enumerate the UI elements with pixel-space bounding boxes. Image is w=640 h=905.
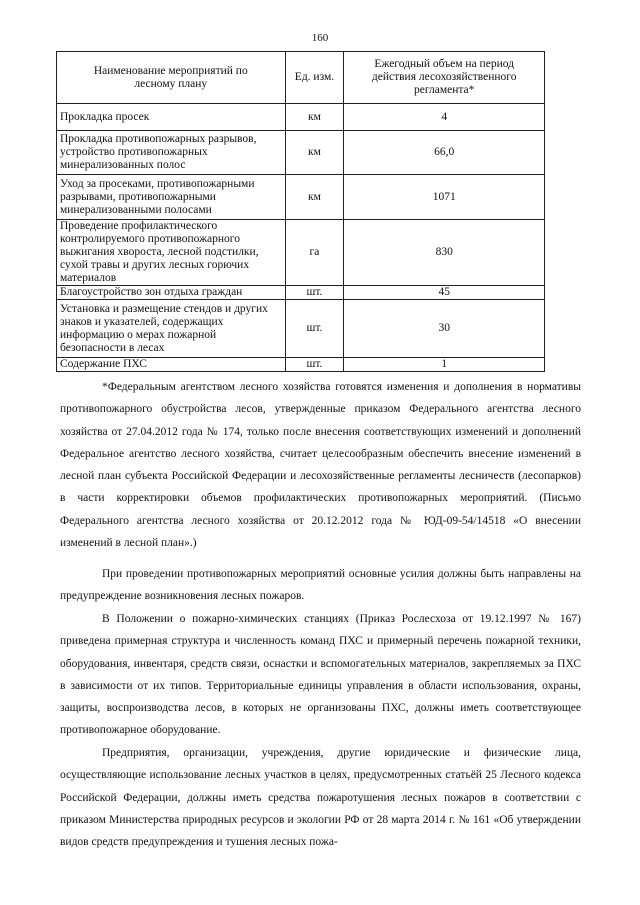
table-row <box>57 175 545 220</box>
table-row <box>57 104 545 131</box>
row-unit: га <box>285 220 344 286</box>
table-row <box>57 220 545 286</box>
row-volume: 1071 <box>344 175 545 220</box>
row-name: Прокладка просек <box>57 104 286 131</box>
row-volume: 45 <box>344 286 545 300</box>
row-name: Уход за просеками, противопожарными разрывами, противопожарными минерализованными полосами <box>57 175 286 220</box>
footnote-paragraph: *Федеральным агентством лесного хозяйства готовятся изменения и дополнения в нормативы противопожарного обустройства лесов, утвержденные приказом Федерального агентства лесного хозяйства от 27.04.2012 года № 174, только после внесения соответствующих изменений и дополнений Федеральное агентство лесного хозяйства, считает целесообразным обеспечить внесение изменений в лесной план субъекта Российской Федерации и лесохозяйственные регламенты лесничеств (лесопарков) в части корректировки объемов профилактических противопожарных мероприятий. (Письмо Федерального агентства лесного хозяйства от 20.12.2012 года № ЮД-09-54/14518 «О внесении изменений в лесной план».) <box>60 381 581 550</box>
row-name: Прокладка противопожарных разрывов, устройство противопожарных минерализованных полос <box>57 131 286 175</box>
row-name: Установка и размещение стендов и других знаков и указателей, содержащих информацию о мерах пожарной безопасности в лесах <box>57 300 286 358</box>
row-unit: км <box>285 175 344 220</box>
table-row <box>57 286 545 300</box>
table-row <box>57 131 545 175</box>
body-paragraph: В Положении о пожарно-химических станциях (Приказ Рослесхоза от 19.12.1997 № 167) приведена примерная структура и численность команд ПХС и примерный перечень пожарной техники, оборудования, инвентаря, средств связи, оснастки и вспомогательных материалов, закрепляемых за ПХС в зависимости от их типов. Территориальные единицы управления в области использования, охраны, защиты, воспроизводства лесов, в которых не организованы ПХС, должны иметь соответствующее противопожарное оборудование. <box>60 613 581 737</box>
row-volume: 4 <box>344 104 545 131</box>
row-volume: 30 <box>344 300 545 358</box>
header-unit: Ед. изм. <box>285 52 344 104</box>
table-header-row <box>57 52 545 104</box>
row-unit: шт. <box>285 358 344 372</box>
row-volume: 1 <box>344 358 545 372</box>
row-name: Содержание ПХС <box>57 358 286 372</box>
row-name: Благоустройство зон отдыха граждан <box>57 286 286 300</box>
row-volume: 66,0 <box>344 131 545 175</box>
fire-measures-table <box>56 51 545 372</box>
table-row <box>57 300 545 358</box>
row-unit: шт. <box>285 286 344 300</box>
body-paragraph: Предприятия, организации, учреждения, другие юридические и физические лица, осуществляющие использование лесных участков в целях, предусмотренных статьёй 25 Лесного кодекса Российской Федерации, должны иметь средства пожаротушения лесных пожаров в соответствии с приказом Министерства природных ресурсов и экологии РФ от 28 марта 2014 г. № 161 «Об утверждении видов средств предупреждения и тушения лесных пожа- <box>60 747 581 849</box>
row-unit: км <box>285 131 344 175</box>
table-row <box>57 358 545 372</box>
row-name: Проведение профилактического контролируемого противопожарного выжигания хвороста, лесной подстилки, сухой травы и других лесных горючих материалов <box>57 220 286 286</box>
row-volume: 830 <box>344 220 545 286</box>
page-number: 160 <box>311 32 329 44</box>
header-name: Наименование мероприятий по лесному плану <box>57 52 286 104</box>
header-volume: Ежегодный объем на период действия лесохозяйственного регламента* <box>344 52 545 104</box>
body-paragraph: При проведении противопожарных мероприятий основные усилия должны быть направлены на предупреждение возникновения лесных пожаров. <box>60 568 581 603</box>
row-unit: шт. <box>285 300 344 358</box>
row-unit: км <box>285 104 344 131</box>
